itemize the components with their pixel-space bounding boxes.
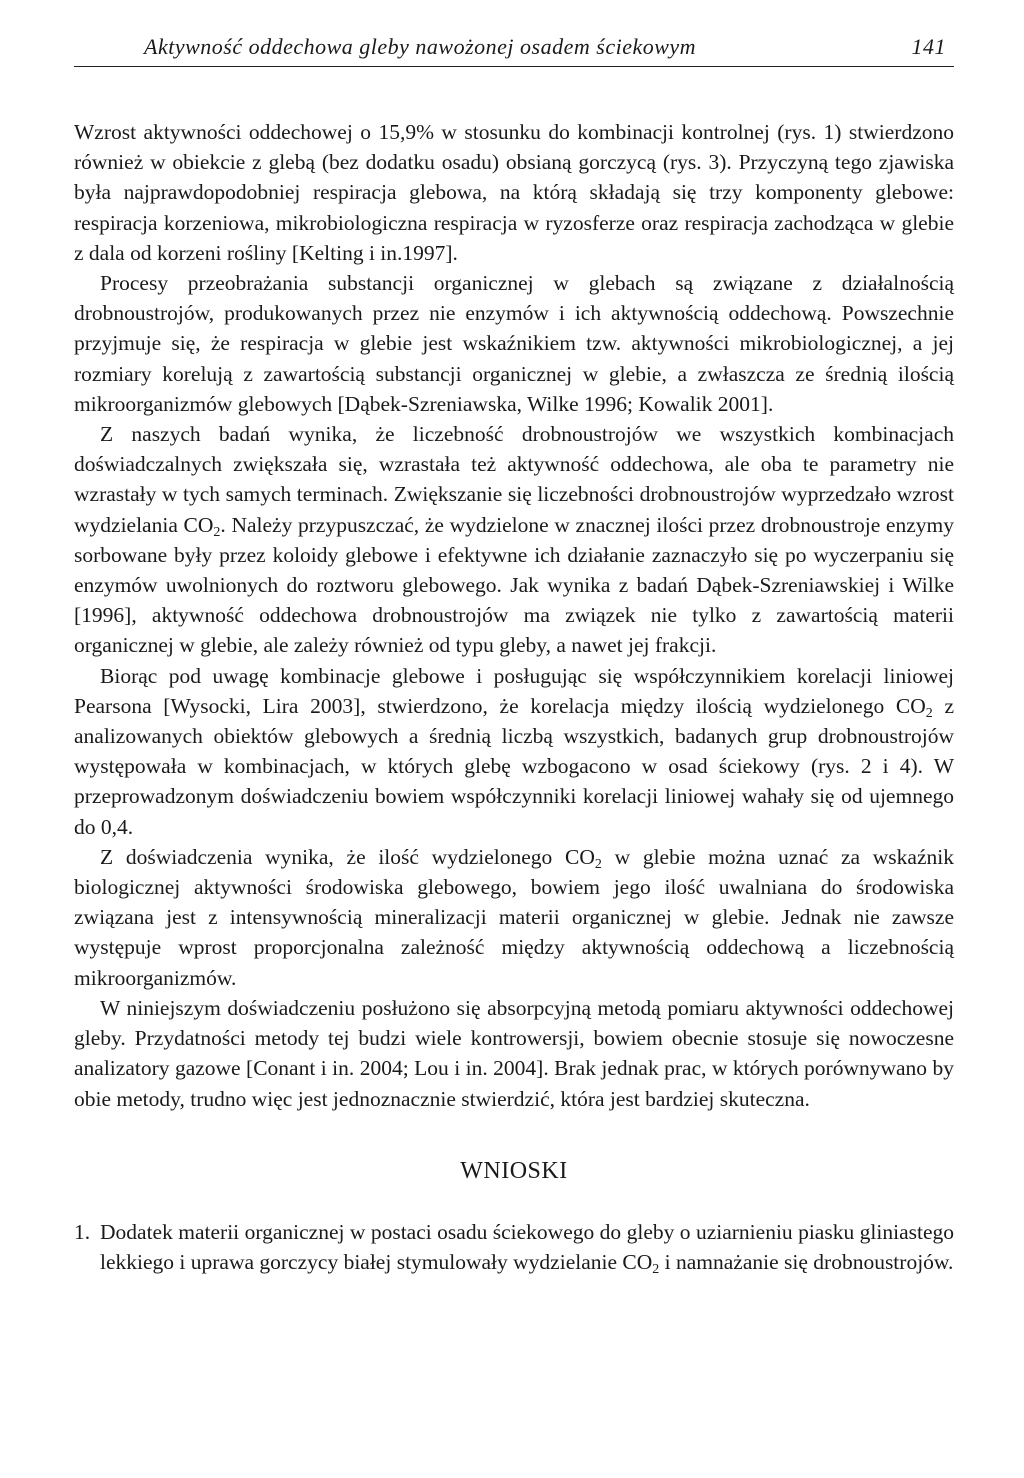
- paragraph-3-part-b: . Należy przypuszczać, że wydzielone w znacznej ilości przez drobnoustroje enzymy sorbowane były przez koloidy glebowe i efektywne ich działanie zaznaczyło się po wyczerpaniu się enzymów uwolnionych do roztworu glebowego. Jak wynika z badań Dąbek-Szreniawskiej i Wilke [1996], aktywność oddechowa drobnoustrojów ma związek nie tylko z zawartością materii organicznej w glebie, ale zależy również od typu gleby, a nawet jej frakcji.: [74, 512, 954, 658]
- paragraph-5-part-a: Z doświadczenia wynika, że ilość wydzielonego CO: [100, 844, 595, 869]
- running-title: Aktywność oddechowa gleby nawożonej osadem ściekowym: [144, 34, 697, 59]
- page-number: 141: [911, 34, 946, 59]
- paragraph-6: W niniejszym doświadczeniu posłużono się absorpcyjną metodą pomiaru aktywności oddechowej gleby. Przydatności metody tej budzi wiele kontrowersji, bowiem obecnie stosuje się nowoczesne analizatory gazowe [Conant i in. 2004; Lou i in. 2004]. Brak jednak prac, w których porównywano by obie metody, trudno więc jest jednoznacznie stwierdzić, która jest bardziej skuteczna.: [74, 995, 954, 1111]
- paragraph-4-part-a: Biorąc pod uwagę kombinacje glebowe i posługując się współczynnikiem korelacji liniowej Pearsona [Wysocki, Lira 2003], stwierdzono, że korelacja między ilością wydzielonego CO: [74, 663, 954, 718]
- conclusion-item: [74, 1217, 954, 1277]
- paragraph-4: [74, 661, 954, 842]
- paragraph-3: [74, 419, 954, 661]
- paragraph-1: Wzrost aktywności oddechowej o 15,9% w stosunku do kombinacji kontrolnej (rys. 1) stwierdzono również w obiekcie z glebą (bez dodatku osadu) obsianą gorczycą (rys. 3). Przyczyną tego zjawiska była najprawdopodobniej respiracja glebowa, na którą składają się trzy komponenty glebowe: respiracja korzeniowa, mikrobiologiczna respiracja w ryzosferze oraz respiracja zachodząca w glebie z dala od korzeni rośliny [Kelting i in.1997].: [74, 120, 954, 265]
- subscript: 2: [213, 524, 221, 540]
- paragraph-5-part-b: w glebie można uznać za wskaźnik biologicznej aktywności środowiska glebowego, bowiem jego ilość uwalniana do środowiska związana jest z intensywnością mineralizacji materii organicznej w glebie. Jednak nie zawsze występuje wprost proporcjonalna zależność między aktywnością oddechową a liczebnością mikroorganizmów.: [74, 844, 954, 990]
- conclusion-text-part-b: i namnażanie się drobnoustrojów.: [659, 1249, 954, 1274]
- conclusion-text: [100, 1217, 954, 1277]
- conclusion-text-part-a: Dodatek materii organicznej w postaci osadu ściekowego do gleby o uziarnieniu piasku gliniastego lekkiego i uprawa gorczycy białej stymulowały wydzielanie CO: [100, 1219, 954, 1274]
- section-heading-conclusions: WNIOSKI: [460, 1157, 568, 1184]
- conclusion-number: 1.: [74, 1219, 91, 1244]
- paragraph-5: [74, 842, 954, 993]
- page: [74, 30, 954, 1277]
- subscript: 2: [594, 856, 602, 872]
- conclusions-list: [74, 1217, 954, 1277]
- running-header: [74, 30, 954, 67]
- subscript: 2: [925, 705, 933, 721]
- subscript: 2: [652, 1261, 660, 1277]
- body-text: [74, 117, 954, 1114]
- paragraph-4-part-b: z analizowanych obiektów glebowych a średnią liczbą wszystkich, badanych grup drobnoustrojów występowała w kombinacjach, w których glebę wzbogacono w osad ściekowy (rys. 2 i 4). W przeprowadzonym doświadczeniu bowiem współczynniki korelacji liniowej wahały się od ujemnego do 0,4.: [74, 693, 955, 839]
- paragraph-3-part-a: Z naszych badań wynika, że liczebność drobnoustrojów we wszystkich kombinacjach doświadczalnych zwiększała się, wzrastała też aktywność oddechowa, ale oba te parametry nie wzrastały w tych samych terminach. Zwiększanie się liczebności drobnoustrojów wyprzedzało wzrost wydzielania CO: [74, 422, 954, 537]
- paragraph-2: Procesy przeobrażania substancji organicznej w glebach są związane z działalnością drobnoustrojów, produkowanych przez nie enzymów i ich aktywnością oddechową. Powszechnie przyjmuje się, że respiracja w glebie jest wskaźnikiem tzw. aktywności mikrobiologicznej, a jej rozmiary korelują z zawartością substancji organicznej w glebie, a zwłaszcza ze średnią ilością mikroorganizmów glebowych [Dąbek-Szreniawska, Wilke 1996; Kowalik 2001].: [74, 271, 954, 416]
